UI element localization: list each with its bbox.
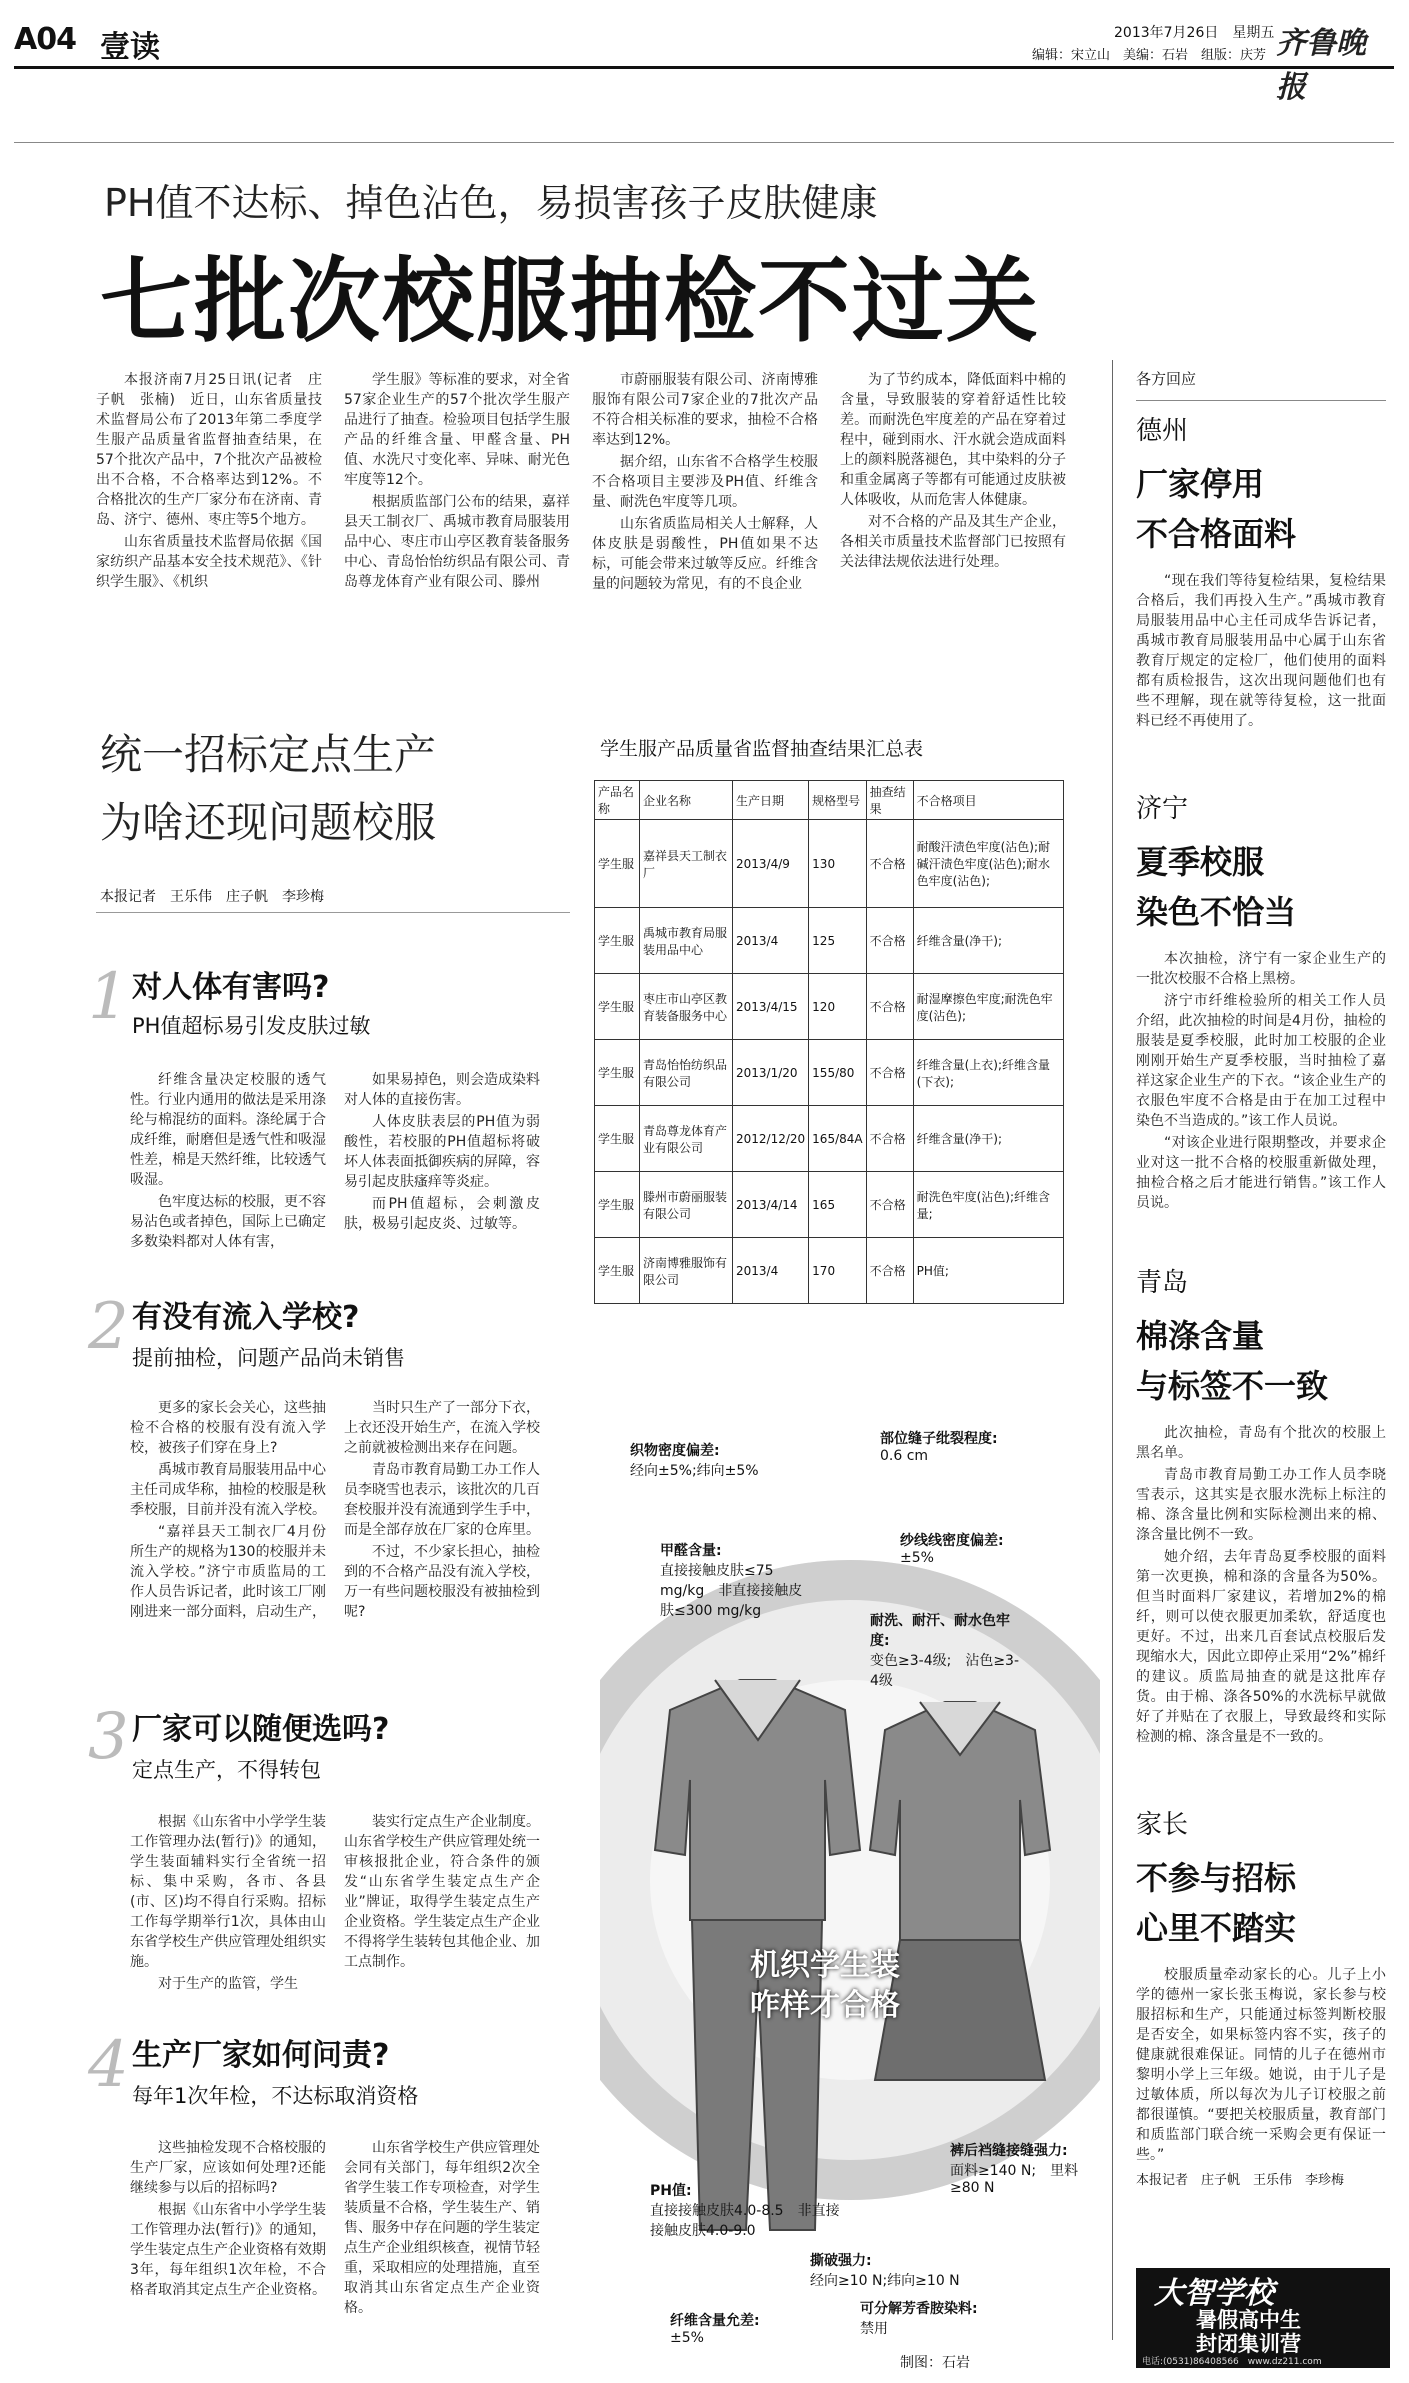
- graphic-credit: 制图：石岩: [900, 2355, 970, 2371]
- table-header-cell: 抽查结果: [866, 781, 913, 820]
- header-rule: [14, 66, 1394, 69]
- spec-yarn-density: 纱线线密度偏差: ±5%: [900, 1533, 1004, 1566]
- editors-line: 编辑：宋立山 美编：石岩 组版：庆芳: [1032, 48, 1267, 63]
- section-name: 壹读: [100, 30, 160, 65]
- spec-color-fastness: 耐洗、耐汗、耐水色牢度: 变色≥3-4级; 沾色≥3-4级: [870, 1613, 1020, 1689]
- section-4-question: 生产厂家如何问责?: [132, 2038, 390, 2073]
- page-header: [14, 22, 1394, 105]
- table-row: 学生服 滕州市蔚丽服装有限公司 2013/4/14 165 不合格 耐洗色牢度(沾色);纤维含量;: [595, 1172, 1064, 1238]
- table-header-row: [595, 781, 1064, 820]
- section-1-number: 1: [88, 960, 129, 1034]
- lead-column-1: 本报济南7月25日讯(记者 庄子帆 张楠) 近日，山东省质量技术监督局公布了2013年第二季度学生服产品质量省监督抽查结果，在57个批次产品中，7个批次产品被检出不合格，不合格率达到12%。不合格批次的生产厂家分布在济南、青岛、济宁、德州、枣庄等5个地方。 山东省质量技术监督局依据《国家纺织产品基本安全技术规范》、《针织学生服》、《机织: [96, 372, 322, 590]
- table-header-cell: 不合格项目: [913, 781, 1063, 820]
- lead-column-2: 学生服》等标准的要求，对全省57家企业生产的57个批次学生服产品进行了抽查。检验项目包括学生服产品的纤维含量、甲醛含量、PH值、水洗尺寸变化率、异味、耐光色牢度等12个。 根据质监部门公布的结果，嘉祥县天工制衣厂、禹城市教育局服装用品中心、枣庄市山亭区教育装备服务中心、青岛怡怡纺织品有限公司、青岛尊龙体育产业有限公司、滕州: [344, 372, 570, 590]
- section-1-subtitle: PH值超标易引发皮肤过敏: [132, 1014, 371, 1038]
- spec-formaldehyde: 甲醛含量: 直接接触皮肤≤75 mg/kg 非直接接触皮肤≤300 mg/kg: [660, 1543, 803, 1619]
- table-header-cell: 企业名称: [640, 781, 733, 820]
- sidebar-item-parents: 家长 不参与招标 心里不踏实 校服质量牵动家长的心。儿子上小学的德州一家长张玉梅说，家长参与校服招标和生产，只能通过标签判断校服是否安全，如果标签内容不实，孩子的健康就很难保证。同情的儿子在德州市黎明小学上三年级。她说，由于儿子是过敏体质，所以每次为儿子订校服之前都很谨慎。“要把关校服质量，教育部门和质监部门联合统一采购会更有保证一些。” 本报记者 庄子帆 王乐伟 李珍梅: [1136, 1810, 1386, 2188]
- table-row: 学生服 青岛怡怡纺织品有限公司 2013/1/20 155/80 不合格 纤维含量(上衣);纤维含量(下衣);: [595, 1040, 1064, 1106]
- headline-title: 七批次校服抽检不过关: [100, 248, 1041, 355]
- spec-aromatic-amine: 可分解芳香胺染料: 禁用: [860, 2301, 978, 2337]
- section-3-subtitle: 定点生产，不得转包: [132, 1758, 321, 1782]
- infographic-title-1: 机织学生装: [750, 1948, 900, 1983]
- spec-seam-slippage: 部位缝子纰裂程度: 0.6 cm: [880, 1431, 998, 1464]
- section-2-number: 2: [88, 1290, 129, 1364]
- school-ad[interactable]: [1136, 2268, 1390, 2368]
- table-header-cell: 规格型号: [809, 781, 866, 820]
- infographic-title-2: 咋样才合格: [750, 1988, 900, 2023]
- table-row: 学生服 青岛尊龙体育产业有限公司 2012/12/20 165/84A 不合格 纤维含量(净干);: [595, 1106, 1064, 1172]
- ad-line-2: 封闭集训营: [1196, 2332, 1301, 2356]
- feature-title-1: 统一招标定点生产: [100, 730, 437, 779]
- spec-fabric-density: 织物密度偏差: 经向±5%;纬向±5%: [630, 1443, 759, 1479]
- section-3-column-1: 根据《山东省中小学学生装工作管理办法(暂行)》的通知，学生装面辅料实行全省统一招标、集中采购，各市、各县(市、区)均不得自行采购。招标工作每学期举行1次，具体由山东省学校生产供应管理处组织实施。 对于生产的监管，学生: [130, 1814, 326, 1992]
- sidebar-divider: [1112, 360, 1113, 2340]
- headline-kicker: PH值不达标、掉色沾色，易损害孩子皮肤健康: [104, 181, 878, 225]
- section-4-column-1: 这些抽检发现不合格校服的生产厂家，应该如何处理?还能继续参与以后的招标吗? 根据《山东省中小学学生装工作管理办法(暂行)》的通知，学生装定点生产企业资格有效期3年，每年组织1次年检，不合格者取消其定点生产企业资格。: [130, 2140, 326, 2298]
- sidebar-item-jining: 济宁 夏季校服 染色不恰当 本次抽检，济宁有一家企业生产的一批次校服不合格上黑榜。 济宁市纤维检验所的相关工作人员介绍，此次抽检的时间是4月份，抽检的服装是夏季校服，此时加工校服的企业刚刚开始生产夏季校服，当时抽检了嘉祥这家企业生产的下衣。“该企业生产的衣服色牢度不合格是由于在加工过程中染色不当造成的。”该工作人员说。 “对该企业进行限期整改，并要求企业对这一批不合格的校服重新做处理，抽检合格之后才能进行销售。”该工作人员说。: [1136, 794, 1386, 1211]
- table-row: 学生服 济南博雅服饰有限公司 2013/4 170 不合格 PH值;: [595, 1238, 1064, 1304]
- newspaper-logo: 齐鲁晚报: [1276, 26, 1366, 105]
- section-3-column-2: 装实行定点生产企业制度。山东省学校生产供应管理处统一审核报批企业，符合条件的颁发“山东省学生装定点生产企业”牌证，取得学生装定点生产企业资格。学生装定点生产企业不得将学生装转包其他企业、加工点制作。: [344, 1814, 540, 1970]
- ad-contact: 电话:(0531)86408566 www.dz211.com: [1142, 2357, 1322, 2367]
- lead-column-3: 市蔚丽服装有限公司、济南博雅服饰有限公司7家企业的7批次产品不符合相关标准的要求，抽检不合格率达到12%。 据介绍，山东省不合格学生校服不合格项目主要涉及PH值、纤维含量、耐洗色牢度等几项。 山东省质监局相关人士解释，人体皮肤是弱酸性，PH值如果不达标，可能会带来过敏等反应。纤维含量的问题较为常见，有的不良企业: [592, 372, 818, 592]
- section-2-question: 有没有流入学校?: [132, 1300, 360, 1335]
- sidebar-byline: 本报记者 庄子帆 王乐伟 李珍梅: [1136, 2173, 1345, 2188]
- sidebar-label: 各方回应: [1136, 368, 1386, 401]
- spec-tear-strength: 撕破强力: 经向≥10 N;纬向≥10 N: [810, 2253, 960, 2289]
- table-row: 学生服 禹城市教育局服装用品中心 2013/4 125 不合格 纤维含量(净干);: [595, 908, 1064, 974]
- section-2-column-1: 更多的家长会关心，这些抽检不合格的校服有没有流入学校，被孩子们穿在身上? 禹城市教育局服装用品中心主任司成华称，抽检的校服是秋季校服，目前并没有流入学校。 “嘉祥县天工制衣厂4月份所生产的规格为130的校服并未流入学校。”济宁市质监局的工作人员告诉记者，此时该工厂刚刚进来一部分面料，启动生产，: [130, 1400, 326, 1620]
- feature-byline-rule: [96, 912, 570, 913]
- section-1-column-2: 如果易掉色，则会造成染料对人体的直接伤害。 人体皮肤表层的PH值为弱酸性，若校服的PH值超标将破坏人体表面抵御疾病的屏障，容易引起皮肤瘙痒等炎症。 而PH值超标，会刺激皮肤，极易引起皮炎、过敏等。: [344, 1072, 540, 1232]
- table-row: 学生服 枣庄市山亭区教育装备服务中心 2013/4/15 120 不合格 耐湿摩擦色牢度;耐洗色牢度(沾色);: [595, 974, 1064, 1040]
- section-1-column-1: 纤维含量决定校服的透气性。行业内通用的做法是采用涤纶与棉混纺的面料。涤纶属于合成纤维，耐磨但是透气性和吸湿性差，棉是天然纤维，比较透气吸湿。 色牢度达标的校服，更不容易沾色或者掉色，国际上已确定多数染料都对人体有害，: [130, 1072, 326, 1250]
- section-2-subtitle: 提前抽检，问题产品尚未销售: [132, 1346, 405, 1370]
- ad-line-1: 暑假高中生: [1196, 2308, 1301, 2332]
- spec-fiber-content: 纤维含量允差: ±5%: [670, 2313, 760, 2346]
- spec-ph-value: PH值: 直接接触皮肤4.0-8.5 非直接接触皮肤4.0-9.0: [650, 2183, 840, 2239]
- section-2-column-2: 当时只生产了一部分下衣，上衣还没开始生产，在流入学校之前就被检测出来存在问题。 青岛市教育局勤工办工作人员李晓雪也表示，该批次的几百套校服并没有流通到学生手中，而是全部存放在厂家的仓库里。 不过，不少家长担心，抽检到的不合格产品没有流入学校，万一有些问题校服没有被抽检到呢?: [344, 1400, 540, 1620]
- feature-title-2: 为啥还现问题校服: [100, 798, 437, 847]
- lead-column-4: 为了节约成本，降低面料中棉的含量，导致服装的穿着舒适性比较差。而耐洗色牢度差的产品在穿着过程中，碰到雨水、汗水就会造成面料上的颜料脱落褪色，其中染料的分子和重金属离子等都有可能通过皮肤被人体吸收，从而危害人体健康。 对不合格的产品及其生产企业，各相关市质量技术监督部门已按照有关法律法规依法进行处理。: [840, 372, 1066, 570]
- ad-brand: 大智学校: [1154, 2276, 1274, 2311]
- results-table: [594, 780, 1064, 1304]
- sidebar-item-dezhou: 德州 厂家停用 不合格面料 “现在我们等待复检结果，复检结果合格后，我们再投入生产。”禹城市教育局服装用品中心主任司成华告诉记者，禹城市教育局服装用品中心属于山东省教育厅规定的定检厂，他们使用的面料都有质检报告，这次出现问题他们也有些不理解，现在就等待复检，这一批面料已经不再使用了。: [1136, 416, 1386, 729]
- spec-seam-strength: 裤后裆缝接缝强力: 面料≥140 N; 里料≥80 N: [950, 2143, 1079, 2196]
- results-table-title: 学生服产品质量省监督抽查结果汇总表: [600, 738, 924, 760]
- section-3-question: 厂家可以随便选吗?: [132, 1712, 390, 1747]
- infographic: [600, 1380, 1100, 2370]
- issue-date: 2013年7月26日 星期五: [1114, 25, 1275, 41]
- sidebar-item-qingdao: 青岛 棉涤含量 与标签不一致 此次抽检，青岛有个批次的校服上黑名单。 青岛市教育局勤工办工作人员李晓雪表示，这其实是衣服水洗标上标注的棉、涤含量比例和实际检测出来的棉、涤含量比例不一致。 她介绍，去年青岛夏季校服的面料第一次更换，棉和涤的含量各为50%。但当时面料厂家建议，若增加2%的棉纤，则可以使衣服更加柔软，舒适度也更好。不过，出来几百套试点校服后发现缩水大，因此立即停止采用“2%”棉纤的建议。质监局抽查的就是这批库存货。由于棉、涤各50%的水洗标早就做好了并贴在了衣服上，导致最终和实际检测的棉、涤含量是不一致的。: [1136, 1268, 1386, 1745]
- section-4-subtitle: 每年1次年检，不达标取消资格: [132, 2084, 419, 2108]
- table-row: 学生服 嘉祥县天工制衣厂 2013/4/9 130 不合格 耐酸汗渍色牢度(沾色);耐碱汗渍色牢度(沾色);耐水色牢度(沾色);: [595, 820, 1064, 908]
- section-1-question: 对人体有害吗?: [132, 970, 330, 1005]
- table-header-cell: 产品名称: [595, 781, 640, 820]
- section-3-number: 3: [88, 1700, 129, 1774]
- table-header-cell: 生产日期: [733, 781, 809, 820]
- page-number: A04: [14, 22, 76, 57]
- section-4-number: 4: [88, 2028, 129, 2102]
- section-4-column-2: 山东省学校生产供应管理处会同有关部门，每年组织2次全省学生装工作专项检查，对学生装质量不合格，学生装生产、销售、服务中存在问题的学生装定点生产企业组织核查，视情节轻重，采取相应的处理措施，直至取消其山东省定点生产企业资格。: [344, 2140, 540, 2316]
- header-rule-thin: [14, 142, 1394, 143]
- feature-byline: 本报记者 王乐伟 庄子帆 李珍梅: [100, 889, 324, 905]
